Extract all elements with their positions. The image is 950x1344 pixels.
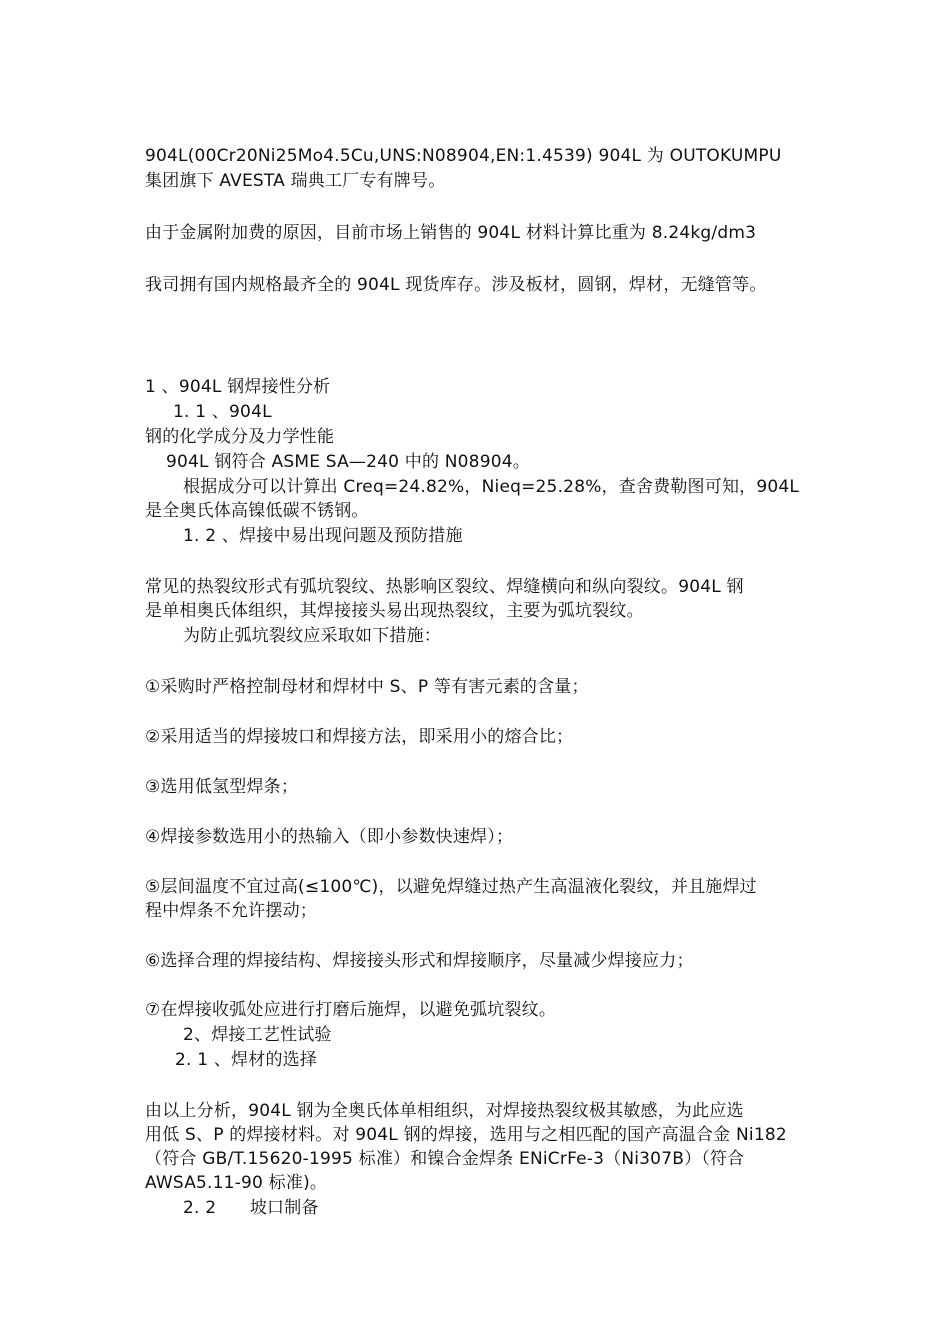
material-paragraph-line-1: 由以上分析，904L 钢为全奥氏体单相组织，对焊接热裂纹极其敏感，为此应选 <box>145 1101 744 1121</box>
section-1-1-title-cont: 钢的化学成分及力学性能 <box>145 427 335 447</box>
section-2-title: 2、焊接工艺性试验 <box>183 1025 332 1045</box>
measure-4: ④焊接参数选用小的热输入（即小参数快速焊）； <box>145 827 514 847</box>
material-paragraph-line-4: AWSA5.11-90 标准)。 <box>145 1173 328 1193</box>
measure-2: ②采用适当的焊接坡口和焊接方法，即采用小的熔合比； <box>145 727 574 747</box>
section-1-2-title: 1. 2 、焊接中易出现问题及预防措施 <box>183 526 463 546</box>
section-1-title: 1 、904L 钢焊接性分析 <box>145 377 331 397</box>
section-2-2-text: 2. 2 坡口制备 <box>183 1198 319 1218</box>
section-2-2-title <box>183 1197 319 1219</box>
intro-line-2: 集团旗下 AVESTA 瑞典工厂专有牌号。 <box>145 171 446 191</box>
measure-5-line-1: ⑤层间温度不宜过高(≤100℃)，以避免焊缝过热产生高温液化裂纹，并且施焊过 <box>145 877 757 897</box>
crack-paragraph-line-1: 常见的热裂纹形式有弧坑裂纹、热影响区裂纹、焊缝横向和纵向裂纹。904L 钢 <box>145 577 744 597</box>
composition-line-1: 根据成分可以计算出 Creq=24.82%，Nieq=25.28%，查舍费勒图可知，904L <box>183 477 800 497</box>
measure-1: ①采购时严格控制母材和焊材中 S、P 等有害元素的含量； <box>145 677 589 697</box>
material-paragraph-line-3: （符合 GB/T.15620-1995 标准）和镍合金焊条 ENiCrFe-3（Ni307B）（符合 <box>145 1149 745 1169</box>
measure-3: ③选用低氢型焊条； <box>145 777 299 797</box>
measure-5-line-2: 程中焊条不允许摆动； <box>145 901 317 921</box>
crack-paragraph-line-2: 是单相奥氏体组织，其焊接接头易出现热裂纹，主要为弧坑裂纹。 <box>145 601 644 621</box>
stock-paragraph: 我司拥有国内规格最齐全的 904L 现货库存。涉及板材，圆钢，焊材，无缝管等。 <box>145 275 767 295</box>
section-1-1-title: 1. 1 、904L <box>173 402 272 422</box>
intro-line-1: 904L(00Cr20Ni25Mo4.5Cu,UNS:N08904,EN:1.4539) 904L 为 OUTOKUMPU <box>145 146 782 166</box>
section-2-1-title: 2. 1 、焊材的选择 <box>175 1050 318 1070</box>
material-paragraph-line-2: 用低 S、P 的焊接材料。对 904L 钢的焊接，选用与之相匹配的国产高温合金 Ni182 <box>145 1125 787 1145</box>
density-paragraph: 由于金属附加费的原因，目前市场上销售的 904L 材料计算比重为 8.24kg/dm3 <box>145 223 757 243</box>
composition-line-2: 是全奥氏体高镍低碳不锈钢。 <box>145 501 369 521</box>
standard-paragraph: 904L 钢符合 ASME SA—240 中的 N08904。 <box>166 452 530 472</box>
measures-intro: 为防止弧坑裂纹应采取如下措施： <box>183 626 441 646</box>
measure-6: ⑥选择合理的焊接结构、焊接接头形式和焊接顺序，尽量减少焊接应力； <box>145 951 694 971</box>
measure-7: ⑦在焊接收弧处应进行打磨后施焊，以避免弧坑裂纹。 <box>145 1000 557 1020</box>
